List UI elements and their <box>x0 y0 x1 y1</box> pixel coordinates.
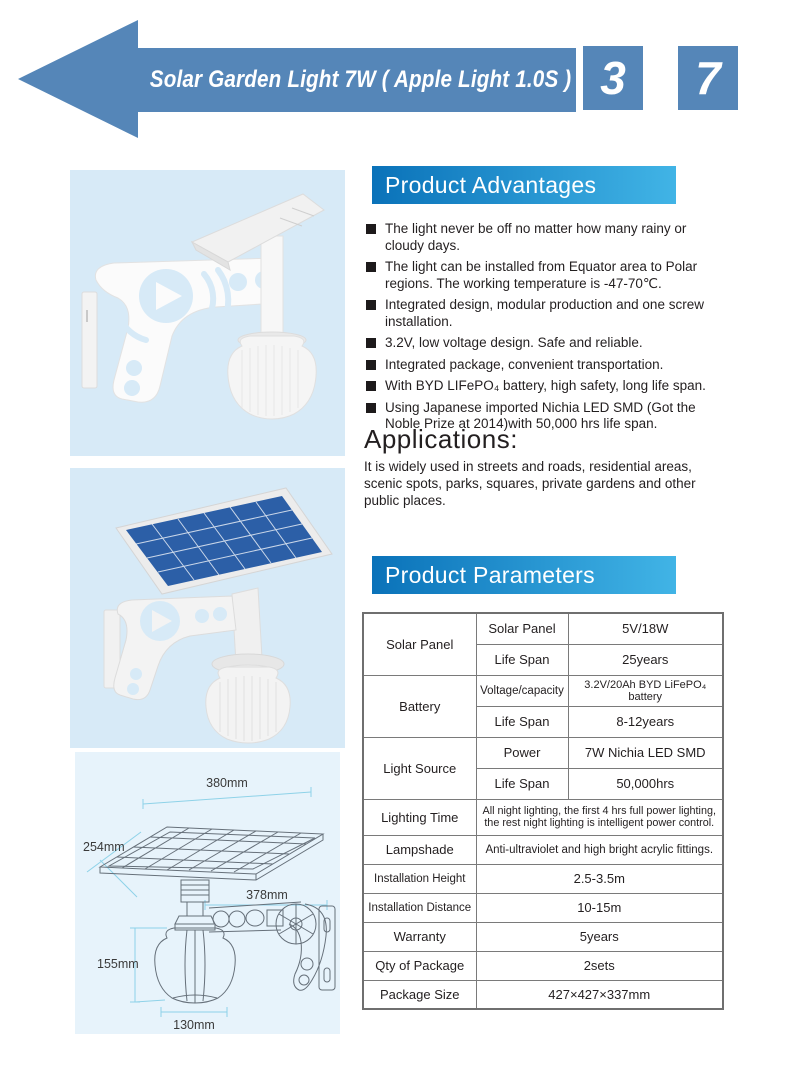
bullet-square-icon <box>366 262 376 272</box>
dimension-label-panel-depth: 254mm <box>83 840 125 854</box>
param-label: Qty of Package <box>363 951 476 980</box>
section-heading-advantages <box>372 166 676 204</box>
advantage-text: Integrated package, convenient transportation. <box>385 356 664 372</box>
page-number-digit-1-text: 3 <box>600 52 626 104</box>
param-sub: Solar Panel <box>476 613 568 644</box>
applications-heading: Applications: <box>364 424 518 454</box>
param-sub: Life Span <box>476 644 568 675</box>
param-value: 8-12years <box>568 706 723 737</box>
param-value: 50,000hrs <box>568 768 723 799</box>
param-group: Light Source <box>363 737 476 799</box>
dimension-drawing-panel <box>75 752 340 1034</box>
advantage-text: With BYD LIFePO₄ battery, high safety, long life span. <box>385 378 706 393</box>
bullet-square-icon <box>366 300 376 310</box>
solar-light-side-view-illustration <box>70 170 345 456</box>
bullet-square-icon <box>366 338 376 348</box>
param-value: Anti-ultraviolet and high bright acrylic fittings. <box>476 835 723 864</box>
table-row <box>363 980 723 1009</box>
list-item <box>366 297 728 330</box>
param-value: 2.5-3.5m <box>476 864 723 893</box>
param-group: Battery <box>363 675 476 737</box>
list-item <box>366 335 728 352</box>
table-row <box>363 893 723 922</box>
param-sub: Life Span <box>476 706 568 737</box>
param-value: 3.2V/20Ah BYD LiFePO₄ battery <box>568 675 723 706</box>
dimension-label-arm-length: 378mm <box>246 888 288 902</box>
page-number-digit-1 <box>583 46 643 110</box>
table-row <box>363 613 723 644</box>
bullet-square-icon <box>366 224 376 234</box>
page-number-digit-2-text: 7 <box>695 52 721 104</box>
advantage-text: Integrated design, modular production and one screw installation. <box>385 297 704 329</box>
advantage-text: 3.2V, low voltage design. Safe and reliable. <box>385 335 643 350</box>
param-group: Solar Panel <box>363 613 476 675</box>
advantages-heading-text: Product Advantages <box>385 171 597 198</box>
param-value: 25years <box>568 644 723 675</box>
advantages-list <box>366 221 728 438</box>
param-value: 10-15m <box>476 893 723 922</box>
pole <box>232 588 262 664</box>
arrow-left-icon <box>18 20 138 138</box>
dimension-drawing <box>75 752 340 1034</box>
dimension-label-lamp-height: 155mm <box>97 957 139 971</box>
advantage-text: The light never be off no matter how many rainy or cloudy days. <box>385 221 687 253</box>
advantage-text: Using Japanese imported Nichia LED SMD (Got the Noble Prize at 2014)with 50,000 hrs life span. <box>385 399 696 431</box>
solar-light-perspective-illustration <box>70 468 345 748</box>
applications-text: It is widely used in streets and roads, residential areas, scenic spots, parks, squares, private gardens and other public places. <box>364 459 696 508</box>
param-label: Warranty <box>363 922 476 951</box>
table-row <box>363 951 723 980</box>
param-label: Installation Distance <box>363 893 476 922</box>
param-sub: Power <box>476 737 568 768</box>
table-row <box>363 737 723 768</box>
param-value: 5years <box>476 922 723 951</box>
wall-mount-plate <box>82 292 97 388</box>
title-banner <box>136 48 576 112</box>
dimension-label-lamp-diameter: 130mm <box>173 1018 215 1032</box>
bullet-square-icon <box>366 381 376 391</box>
page-number-digit-2 <box>678 46 738 110</box>
param-sub: Voltage/capacity <box>476 675 568 706</box>
param-value: 2sets <box>476 951 723 980</box>
parameters-heading-text: Product Parameters <box>385 561 595 588</box>
bullet-square-icon <box>366 360 376 370</box>
param-value: All night lighting, the first 4 hrs full power lighting, the rest night lighting is intelligent power control. <box>476 799 723 835</box>
product-photo-side-view <box>70 170 345 456</box>
apple-lamp <box>206 667 290 743</box>
bullet-square-icon <box>366 403 376 413</box>
advantage-text: The light can be installed from Equator area to Polar regions. The working temperature is -47-70℃. <box>385 259 698 291</box>
param-value: 7W Nichia LED SMD <box>568 737 723 768</box>
list-item <box>366 221 728 254</box>
param-value: 5V/18W <box>568 613 723 644</box>
param-label: Installation Height <box>363 864 476 893</box>
param-label: Package Size <box>363 980 476 1009</box>
page-title: Solar Garden Light 7W ( Apple Light 1.0S ) <box>149 66 572 93</box>
section-heading-parameters <box>372 556 676 594</box>
table-row <box>363 799 723 835</box>
param-sub: Life Span <box>476 768 568 799</box>
list-item <box>366 259 728 292</box>
pole <box>261 236 283 344</box>
param-label: Lampshade <box>363 835 476 864</box>
solar-panel-underside <box>192 194 324 262</box>
param-label: Lighting Time <box>363 799 476 835</box>
list-item <box>366 378 728 395</box>
product-photo-perspective-view <box>70 468 345 748</box>
parameters-table <box>362 612 724 1010</box>
apple-lamp <box>228 336 316 419</box>
table-row <box>363 835 723 864</box>
list-item <box>366 357 728 374</box>
table-row <box>363 922 723 951</box>
dimension-label-panel-width: 380mm <box>206 776 248 790</box>
table-row <box>363 675 723 706</box>
param-value: 427×427×337mm <box>476 980 723 1009</box>
table-row <box>363 864 723 893</box>
